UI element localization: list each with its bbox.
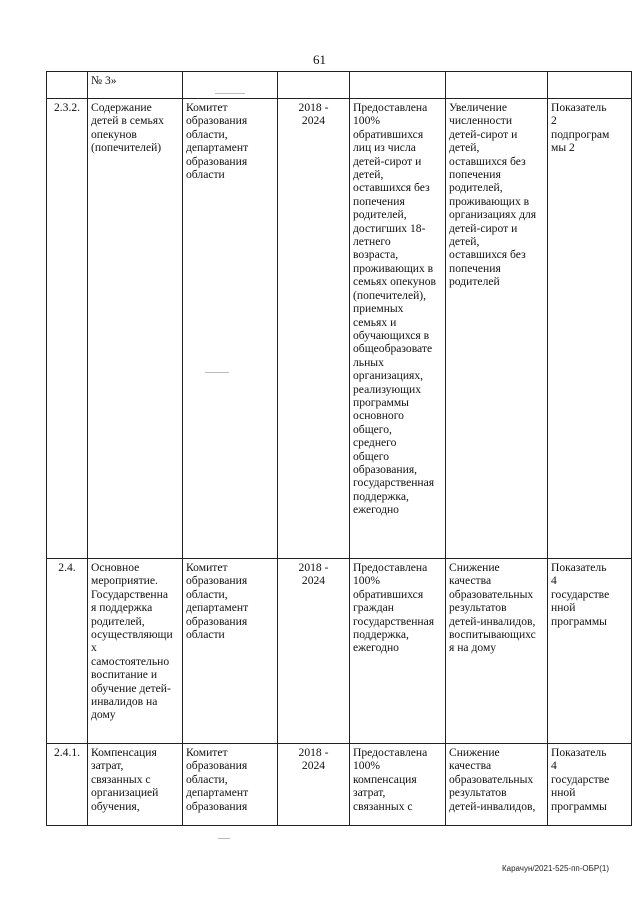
table-row-header-fragment <box>47 72 632 99</box>
table-row <box>47 559 632 744</box>
table-cell <box>350 72 446 99</box>
cell-consequence: Снижение качества образовательных результатов детей-инвалидов, воспитывающихс я на дому <box>446 559 548 744</box>
scan-artifact <box>218 838 230 839</box>
cell-consequence: Увеличение численности детей-сирот и детей, оставшихся без попечения родителей, проживающих в организациях для детей-сирот и детей, оставшихся без попечения родителей <box>446 99 548 559</box>
cell-years: 2018 - 2024 <box>278 559 350 744</box>
table-row <box>47 744 632 826</box>
cell-activity-name: Основное мероприятие. Государственна я поддержка родителей, осуществляющи х самостоятельно воспитание и обучение детей- инвалидов на дому <box>88 559 183 744</box>
scan-artifact <box>215 93 245 94</box>
scan-artifact <box>205 372 229 373</box>
cell-indicator: Показатель 2 подпрограм мы 2 <box>548 99 632 559</box>
cell-expected-result: Предоставлена 100% обратившихся граждан государственная поддержка, ежегодно <box>350 559 446 744</box>
cell-expected-result: Предоставлена 100% компенсация затрат, связанных с <box>350 744 446 826</box>
table-row <box>47 99 632 559</box>
table-cell-header-fragment: № 3» <box>88 72 183 99</box>
table-cell <box>47 72 88 99</box>
program-activities-table <box>46 71 632 826</box>
cell-indicator: Показатель 4 государстве нной программы <box>548 559 632 744</box>
cell-indicator: Показатель 4 государстве нной программы <box>548 744 632 826</box>
table-cell <box>446 72 548 99</box>
table-cell <box>278 72 350 99</box>
cell-number: 2.4. <box>47 559 88 744</box>
cell-executor: Комитет образования области, департамент образования <box>183 744 278 826</box>
page-number: 61 <box>313 52 326 67</box>
document-code: Карачун/2021-525-пп-ОБР(1) <box>501 864 609 873</box>
table-cell <box>548 72 632 99</box>
cell-executor: Комитет образования области, департамент образования области <box>183 99 278 559</box>
cell-executor: Комитет образования области, департамент образования области <box>183 559 278 744</box>
cell-years: 2018 - 2024 <box>278 744 350 826</box>
cell-activity-name: Компенсация затрат, связанных с организацией обучения, <box>88 744 183 826</box>
cell-years: 2018 - 2024 <box>278 99 350 559</box>
cell-consequence: Снижение качества образовательных результатов детей-инвалидов, <box>446 744 548 826</box>
cell-expected-result: Предоставлена 100% обратившихся лиц из числа детей-сирот и детей, оставшихся без попечения родителей, достигших 18- летнего возраста, проживающих в семьях опекунов (попечителей), приемных семьях и обучающихся в общеобразовате льных организациях, реализующих программы основного общего, среднего общего образования, государственная поддержка, ежегодно <box>350 99 446 559</box>
cell-activity-name: Содержание детей в семьях опекунов (попечителей) <box>88 99 183 559</box>
cell-number: 2.3.2. <box>47 99 88 559</box>
cell-number: 2.4.1. <box>47 744 88 826</box>
table-cell <box>183 72 278 99</box>
